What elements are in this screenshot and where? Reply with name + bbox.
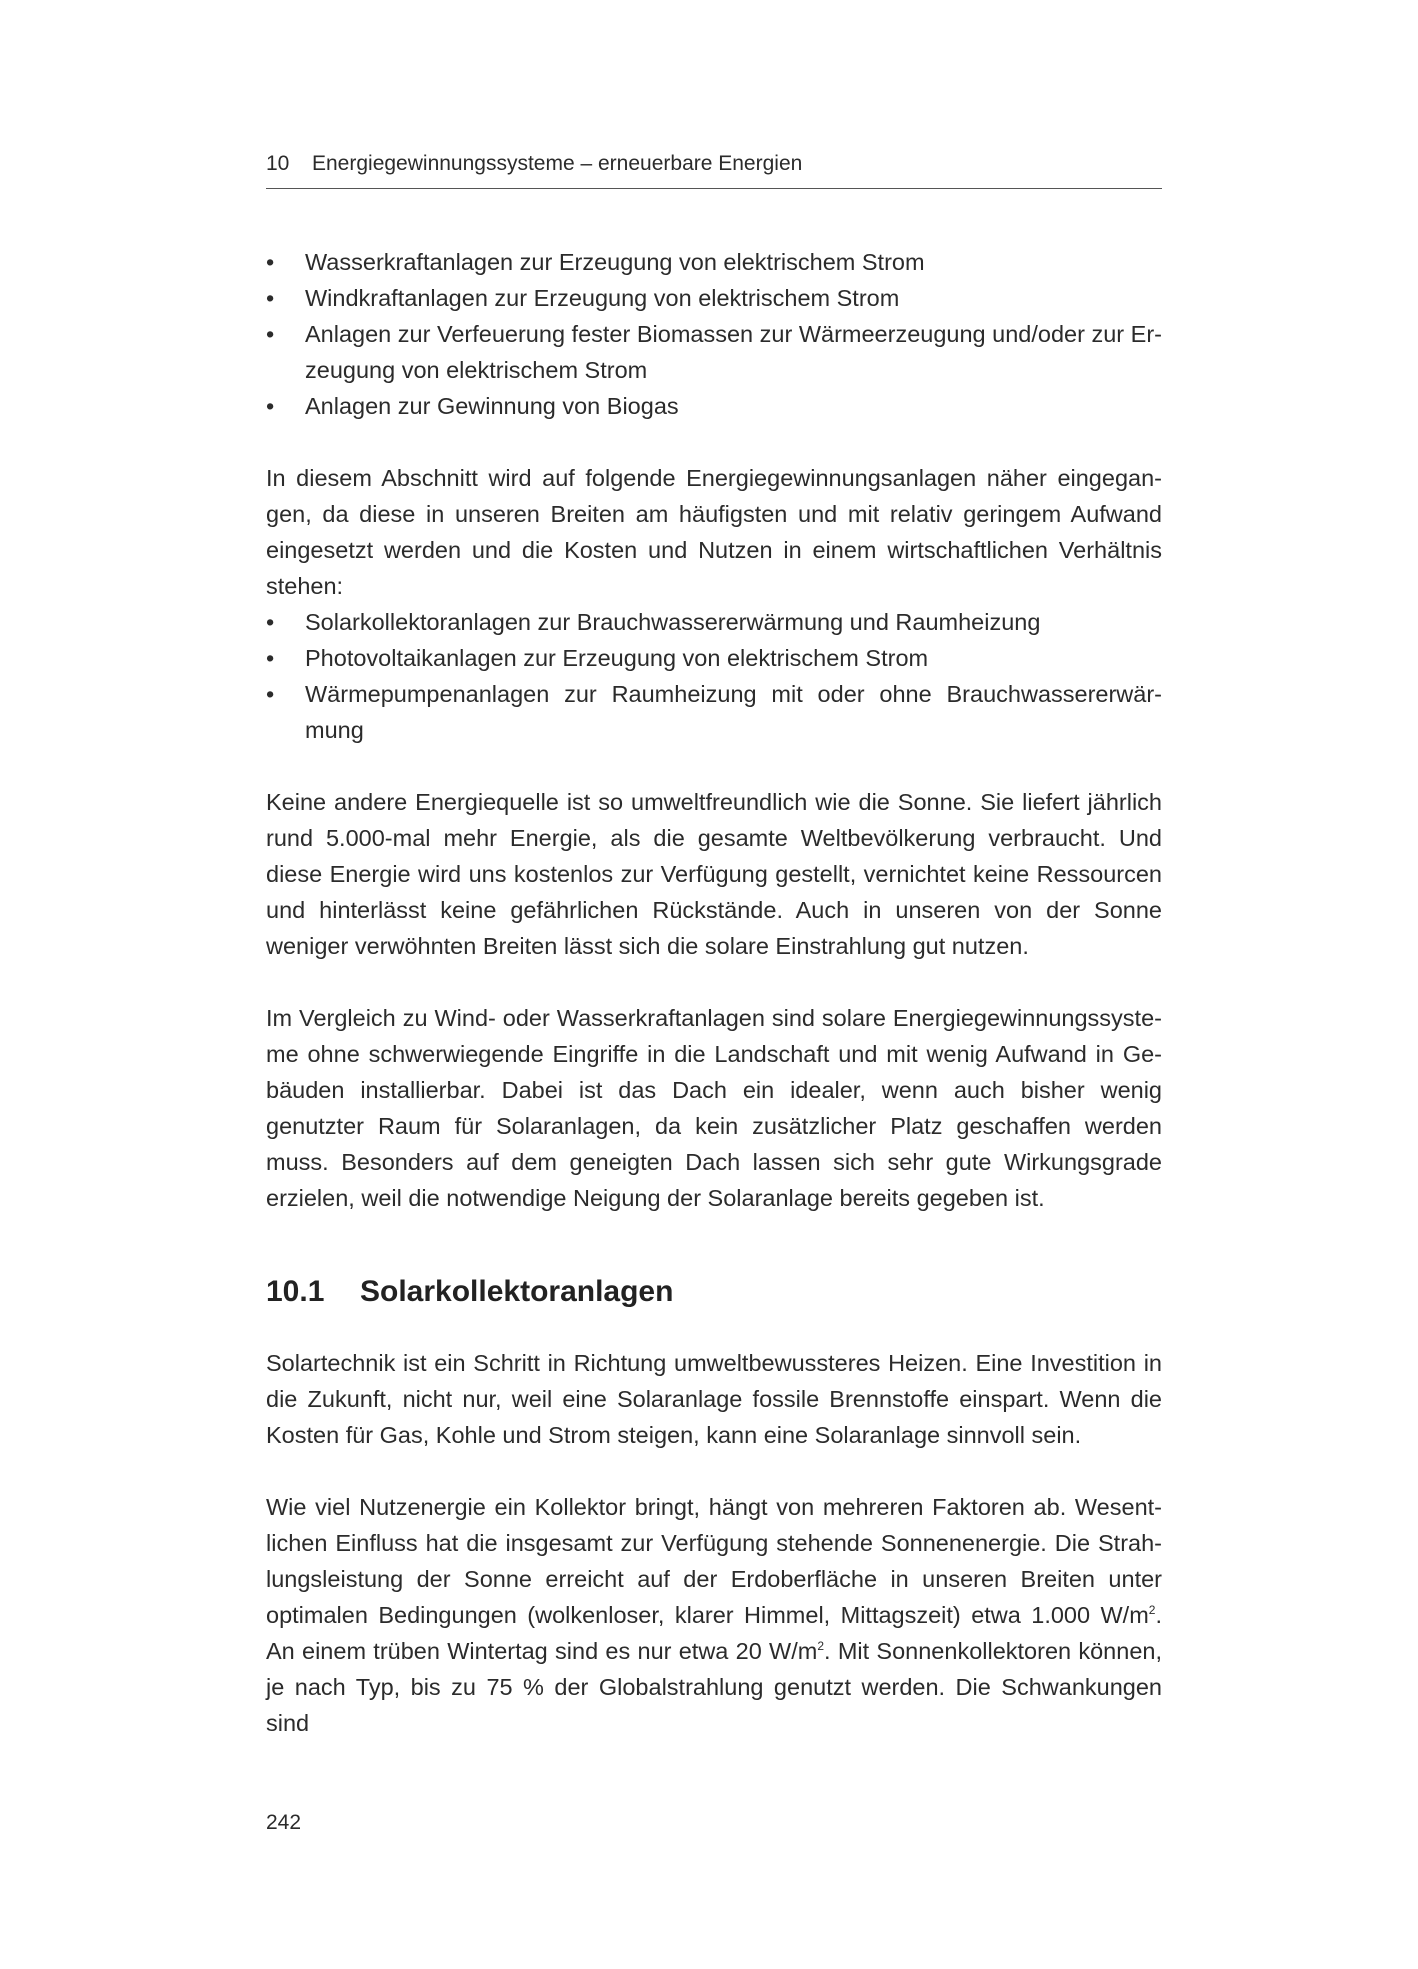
section-title: Solarkollektoranlagen [360, 1275, 674, 1308]
page-number: 242 [266, 1811, 302, 1834]
bullet-icon: • [266, 393, 275, 419]
list-item: • Wärmepumpenanlagen zur Raumheizung mit oder ohne Brauchwassererwärmung [266, 676, 1162, 748]
bullet-icon: • [266, 681, 275, 707]
book-page [266, 0, 1162, 1969]
bullet-icon: • [266, 321, 275, 347]
list-item: • Wasserkraftanlagen zur Erzeugung von elektrischem Strom [266, 244, 1162, 280]
bullet-icon: • [266, 645, 275, 671]
bullet-list-energy-types [266, 244, 1162, 424]
bullet-list-covered-systems [266, 604, 1162, 748]
bullet-icon: • [266, 609, 275, 635]
chapter-number: 10 [266, 152, 290, 175]
paragraph-nutzenergie: Wie viel Nutzenergie ein Kollektor bringt, hängt von mehreren Faktoren ab. Wesentlichen Einfluss hat die insgesamt zur Verfügung stehende Sonnenenergie. Die Strahlungsleistung der Sonne erreicht auf der Erdoberfläche in unseren Breiten unter optimalen Bedingungen (wolkenloser, klarer Himmel, Mittagszeit) etwa 1.000 $W/m^2$. An einem trüben Wintertag sind es nur etwa 20 $W/m^2$. Mit Sonnenkollektoren können, je nach Typ, bis zu 75 % der Globalstrahlung genutzt werden. Die Schwankungen sind [266, 1494, 1162, 1736]
list-item: • Windkraftanlagen zur Erzeugung von elektrischem Strom [266, 280, 1162, 316]
list-item: • Solarkollektoranlagen zur Brauchwassererwärmung und Raumheizung [266, 604, 1162, 640]
paragraph-intro: In diesem Abschnitt wird auf folgende Energiegewinnungsanlagen näher eingegangen, da diese in unseren Breiten am häufigsten und mit relativ geringem Aufwand eingesetzt werden und die Kosten und Nutzen in einem wirtschaftlichen Verhältnis stehen: [266, 465, 1162, 599]
list-item: • Anlagen zur Gewinnung von Biogas [266, 388, 1162, 424]
paragraph-comparison: Im Vergleich zu Wind- oder Wasserkraftanlagen sind solare Energiegewinnungssysteme ohne schwerwiegende Eingriffe in die Landschaft und mit wenig Aufwand in Gebäuden installierbar. Dabei ist das Dach ein idealer, wenn auch bisher wenig genutzter Raum für Solaranlagen, da kein zusätzlicher Platz geschaffen werden muss. Besonders auf dem geneigten Dach lassen sich sehr gute Wirkungsgrade erzielen, weil die notwendige Neigung der Solaranlage bereits gegeben ist. [266, 1005, 1162, 1211]
chapter-title: Energiegewinnungssysteme – erneuerbare Energien [312, 152, 803, 175]
list-item: • Photovoltaikanlagen zur Erzeugung von elektrischem Strom [266, 640, 1162, 676]
running-head [266, 148, 1162, 189]
paragraph-sun: Keine andere Energiequelle ist so umweltfreundlich wie die Sonne. Sie liefert jährlich rund 5.000-mal mehr Energie, als die gesamte Weltbevölkerung verbraucht. Und diese Energie wird uns kostenlos zur Verfügung gestellt, vernichtet keine Ressourcen und hinterlässt keine gefährlichen Rückstände. Auch in unseren von der Sonne weniger verwöhnten Breiten lässt sich die solare Einstrahlung gut nutzen. [266, 789, 1162, 959]
section-heading [266, 1270, 1162, 1314]
bullet-icon: • [266, 249, 275, 275]
paragraph-solartechnik: Solartechnik ist ein Schritt in Richtung umweltbewussteres Heizen. Eine Investition in die Zukunft, nicht nur, weil eine Solaranlage fossile Brennstoffe einspart. Wenn die Kosten für Gas, Kohle und Strom steigen, kann eine Solaranlage sinnvoll sein. [266, 1350, 1162, 1448]
page-body [266, 244, 1162, 1741]
section-number: 10.1 [266, 1275, 325, 1308]
list-item: • Anlagen zur Verfeuerung fester Biomassen zur Wärmeerzeugung und/oder zur Erzeugung von elektrischem Strom [266, 316, 1162, 388]
bullet-icon: • [266, 285, 275, 311]
